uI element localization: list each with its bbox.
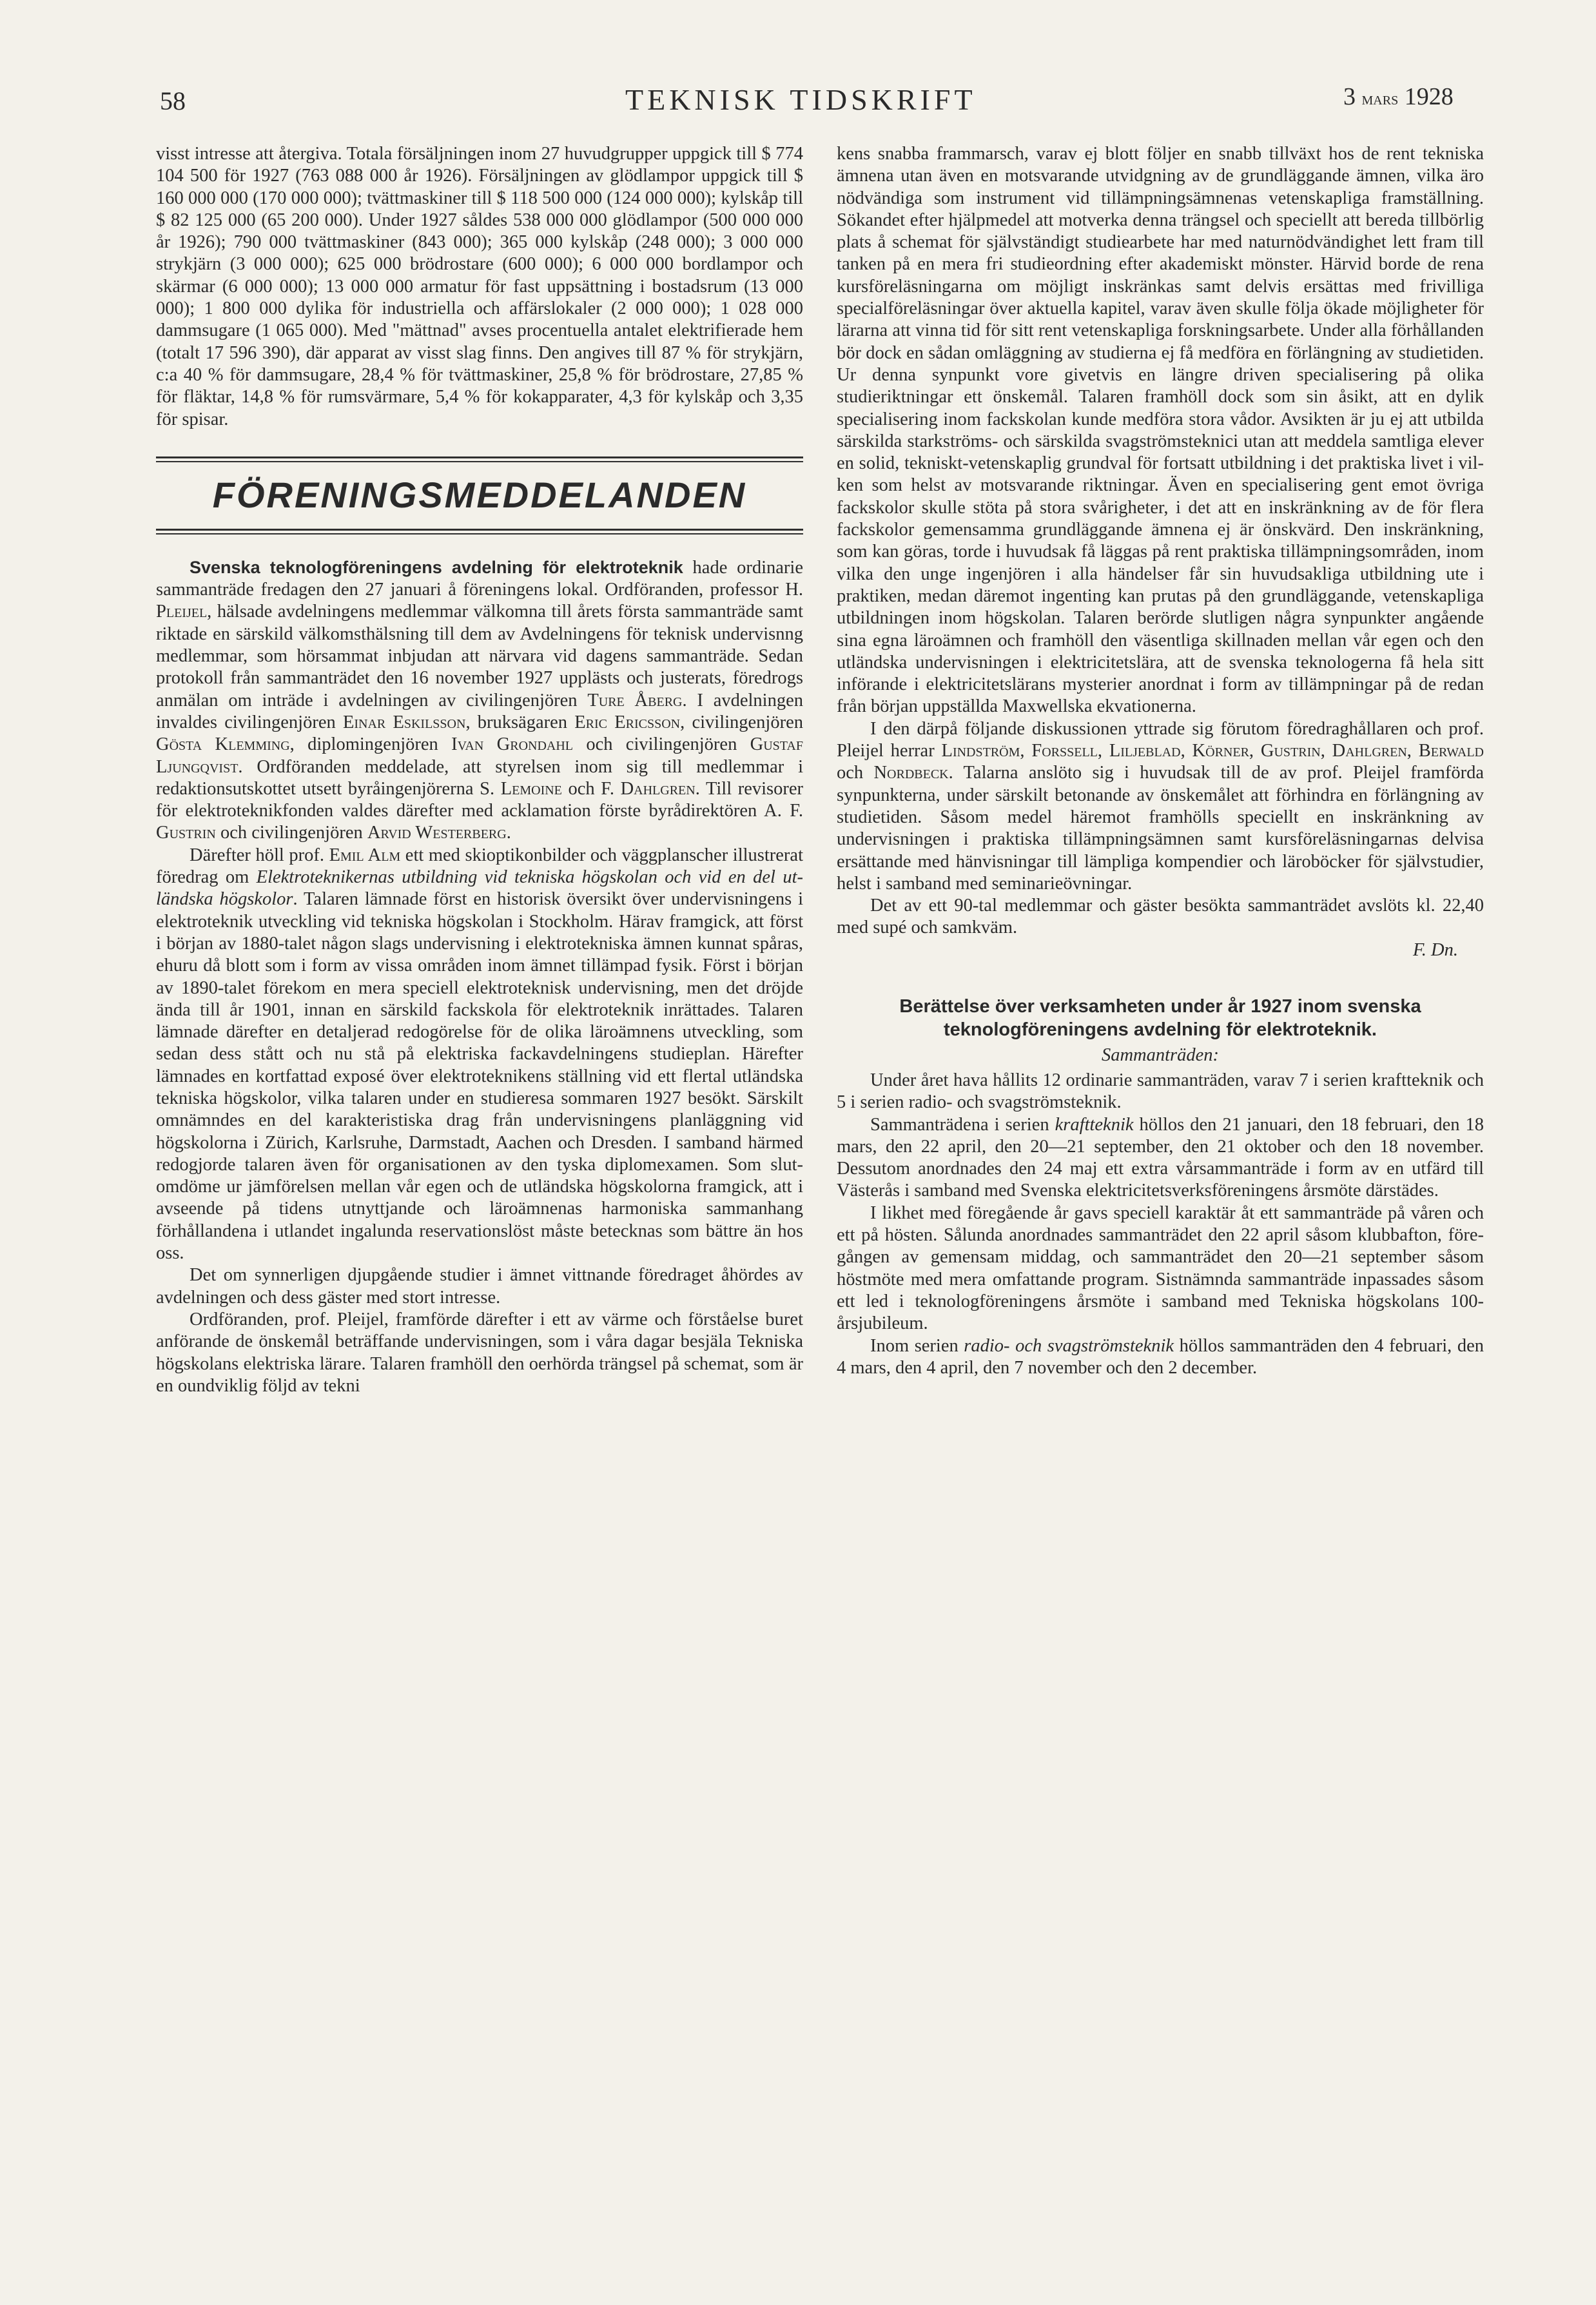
right-column <box>837 143 1484 1379</box>
person-name: Emil Alm <box>329 845 401 865</box>
journal-title: TEKNISK TIDSKRIFT <box>625 83 977 116</box>
report-subtitle: Sammanträden: <box>1101 1045 1220 1065</box>
paragraph: kens snabba frammarsch, varav ej blott följer en snabb tillväxt hos de rent tekniska ämnena utan även en motsvarande utvidgning av de grundläggande ämnen, vilka äro nödvändiga som instrument vid tillämpningsämnenas vetenskapliga framställning. Sökandet efter hjälpmedel att motverka denna trängsel och speciellt att bereda tillbörlig plats å schemat för självständigt studiearbete har med naturnödvändighet lett fram till tanken på en mera fri studieordning efter akademiskt mönster. Härvid borde de rena kursföreläsningarna om möjligt inskränkas samt delvis ersättas med frivilliga specialföreläsningar över aktuella kapitel, varav även skulle följa ökade möjligheter för lärarna att vinna tid för sitt rent vetenskapliga forskningsarbete. Under alla förhållanden bör dock en sådan omläggning av studierna ej få medföra en förlängning av studietiden. Ur denna synpunkt vore givetvis en längre driven specialisering på olika studieriktningar ett önskemål. Talaren framhöll dock som sin åsikt, att en dylik specialisering inom fackskolan kunde medföra stora vådor. Avsikten är ju ej att utbilda särskilda starkströms- och särskilda svagströmsteknici utan att meddela samtliga elever en solid, tekniskt-vetenskaplig grundval för fortsatt utbildning i det praktiska livet i vilken som helst av motsvarande riktningar. Även en specialisering gent emot övriga fackskolor skulle stöta på stora svårigheter, i det att en inskränkning av de för flera fackskolor gemensamma grundläggande ämnena ej är önskvärd. Den inskränkning, som kan göras, torde i huvudsak få läggas på rent praktiska tillämpningsområden, inom vilka den unge ingenjören i alla händelser får sin huvudsakliga utbildning ute i praktiken, medan däremot ingenting kan prutas på den grundläggande, vetenskapliga utbildningen inom högskolan. Talaren berörde slutligen några synpunkter angående sina egna läroämnen och framhöll den väsentliga skillnaden mellan vår egen och den utländska undervisningen i elektricitetslära, att de svenska teknologerna få hela sitt införande i elektricitetslärans mysterier anordnat i form av tillämpningar på de redan från början uppställda Maxwellska ekvationerna. <box>837 144 1484 717</box>
person-name: Nordbeck <box>873 763 949 783</box>
person-name: Lemoine <box>500 778 562 799</box>
paragraph: Det om synnerligen djupgående studier i ämnet vittnande föredraget åhördes av avdelningen och dess gäster med stort intresse. <box>156 1265 803 1308</box>
lecture-paragraph: Därefter höll prof. Emil Alm ett med skioptikonbilder och väggplanscher illustrerat föredrag om Elektroteknikernas utbildning vid tekniska högskolan och vid en del utländska högskolor. Talaren lämnade först en historisk översikt över undervisningens i elektroteknik utveckling vid tekniska högskolan i Stockholm. Härav framgick, att först i början av 1880-talet någon slags undervisning i elektrotekniska ämnen kunnat spåras, ehuru då blott som i form av vissa områden inom ämnet tillämpad fysik. Först i början av 1890-talet förekom en mera speciell elektroteknisk undervisning, men det dröjde ända till år 1901, innan en särskild fackskola för elektroteknik inrättades. Talaren lämnade därefter en detaljerad redogörelse för de olika läroämnens utveckling, som sedan dess stått och nu stå på elektriska fackavdelningens studieplan. Härefter lämnades en kortfattad exposé över elektroteknikens ställning vid ett flertal utländska tekniska högskolor, vilka talaren under en studieresa sommaren 1927 besökt. Särskilt omnämndes en del karakteristiska drag från undervisningens planläggning vid högskolorna i Zürich, Karlsruhe, Darmstadt, Aachen och Dresden. I samband härmed redogjorde talaren även för organisationen av den tyska diplomexamen. Som slutomdöme ur jämförelsen mellan vår egen och de utländska högskolorna framgick, att i avseende på tidens utnyttjande och läroämnenas harmoniska sammanhang förhållandena i utlandet ingalunda reservationslöst måste betecknas som bättre än hos oss. <box>156 845 803 1264</box>
person-name: Gustrin <box>156 823 216 843</box>
paragraph: Inom serien radio- och svagströmsteknik höllos sammanträden den 4 februari, den 4 mars, den 4 april, den 7 november och den 2 december. <box>837 1335 1484 1378</box>
issue-date <box>1343 83 1454 111</box>
banner-bottom-rule-thin <box>156 533 803 535</box>
person-name: Gustaf Ljungqvist <box>156 734 803 777</box>
date-day: 3 <box>1343 83 1362 110</box>
person-name: Einar Eskilsson <box>342 712 466 732</box>
report-title: Berättelse över verksamheten under år 1927 inom svenska teknologföreningens avdelning för elektroteknik. <box>899 996 1421 1040</box>
lecture-title: Elektroteknikernas utbildning vid tekniska högskolan och vid en del utländska högskolor <box>156 867 803 910</box>
banner-top-rule <box>156 456 803 458</box>
paragraph: Under året hava hållits 12 ordinarie sammanträden, varav 7 i serien kraftteknik och 5 i serien radio- och svagströmsteknik. <box>837 1070 1484 1113</box>
person-name: Pleijel <box>156 602 208 622</box>
person-name: Ture Åberg <box>587 690 683 711</box>
section-banner <box>156 456 803 535</box>
meeting-lead: Svenska teknologföreningens avdelning för elektroteknik <box>190 557 683 577</box>
date-year: 1928 <box>1398 83 1454 110</box>
paragraph: Ordföranden, prof. Pleijel, framförde därefter i ett av värme och förståelse buret anförande de önskemål beträffande undervisningen, som i våra dagar besjäla Tekniska högskolans elektriska lärare. Talaren framhöll den oerhörda trängsel på schemat, som är en oundviklig följd av tekni <box>156 1309 803 1396</box>
person-name: Ivan Grondahl <box>451 734 573 755</box>
page-number: 58 <box>160 86 186 115</box>
author-signature: F. Dn. <box>1413 939 1458 960</box>
banner-bottom-rule <box>156 529 803 531</box>
date-month: mars <box>1361 89 1399 109</box>
meeting-paragraph: Svenska teknologföreningens avdelning för elektroteknik hade ordinarie sammanträde fredagen den 27 januari å föreningens lokal. Ordföranden, professor H. Pleijel, hälsade avdelningens medlemmar välkomna till årets första sammanträde samt riktade en särskild välkomsthälsning till dem av Avdelningens för teknisk undervisnng medlemmar, som hörsammat inbjudan att närvara vid dagens sammanträde. Sedan protokoll från sammanträdet den 16 november 1927 upplästs och justerats, föredrogs anmälan om inträde i avdelningen av civilingenjören Ture Åberg. I avdelningen invaldes civilingenjören Einar Eskilsson, bruksägaren Eric Ericsson, civilingenjören Gösta Klemming, diplomingenjören Ivan Grondahl och civilingenjören Gustaf Ljungqvist. Ordföranden meddelade, att styrelsen inom sig till medlemmar i redaktionsutskottet utsett byråingenjörerna S. Lemoine och F. Dahlgren. Till revisorer för elektroteknikfonden valdes därefter med acklamation förste byrådirektören A. F. Gustrin och civilingenjören Arvid Westerberg. <box>156 557 804 843</box>
person-name: Gösta Klemming <box>156 734 290 755</box>
left-column <box>156 143 803 1397</box>
person-name: Arvid Westerberg <box>367 823 507 843</box>
paragraph: Sammanträdena i serien kraftteknik höllos den 21 januari, den 18 februari, den 18 mars, den 22 april, den 20—21 september, den 21 oktober och den 18 november. Dessutom anordnades den 24 maj ett extra vårsammanträde i form av en utfärd till Västerås i samband med Svenska elektricitetsverksföreningens årsmöte därstädes. <box>837 1114 1484 1201</box>
discussion-paragraph: I den därpå följande diskussionen yttrade sig förutom föredraghållaren och prof. Pleijel herrar Lindström, Forssell, Liljeblad, Körner, Gustrin, Dahlgren, Berwald och Nordbeck. Talarna anslöto sig i huvudsak till de av prof. Pleijel framförda synpunkterna, under särskilt betonande av önskemålet att förhindra en förlängning av studietiden. Såsom medel häremot framhölls speciellt en inskränkning av undervisningen i praktiska tillämpningsämnen samt kursföreläsningarnas delvisa ersättande med hänvisningar till lämpliga kompendier och läroböcker för självstudier, helst i samband med seminarieövningar. <box>837 718 1484 894</box>
person-names: Lindström, Forssell, Liljeblad, Körner, Gustrin, Dahlgren, Berwald <box>941 741 1484 761</box>
person-name: Eric Ericsson <box>574 712 681 732</box>
section-title: FÖRENINGSMEDDELANDEN <box>212 474 747 515</box>
intro-paragraph: visst intresse att återgiva. Totala försäljningen inom 27 huvudgrupper uppgick till $ 774 104 500 för 1927 (763 088 000 år 1926). Försäljningen av glödlampor uppgick till $ 160 000 000 (170 000 000); tvättmaskiner till $ 118 500 000 (124 000 000); kylskåp till $ 82 125 000 (65 200 000). Under 1927 såldes 538 000 000 glödlampor (500 000 000 år 1926); 790 000 tvättmaskiner (843 000); 365 000 kylskåp (248 000); 3 000 000 strykjärn (3 000 000); 625 000 brödrostare (600 000); 6 000 000 bordlampor och skärmar (6 000 000); 13 000 000 armatur för fast uppsättning i bostadsrum (13 000 000); 1 800 000 dylika för industriella och affärslokaler (2 000 000); 1 028 000 dammsugare (1 065 000). Med "mättnad" avses procentuella antalet elektrifierade hem (totalt 17 596 390), där apparat av visst slag finns. Den angives till 87 % för strykjärn, c:a 40 % för dammsugare, 28,4 % för tvättmaskiner, 25,8 % för brödrostare, 27,85 % för fläktar, 14,8 % för rumsvärmare, 5,4 % för kokapparater, 4,3 för kylskåp och 3,35 för spisar. <box>156 144 803 429</box>
person-name: Dahlgren <box>620 778 696 799</box>
paragraph: Det av ett 90-tal medlemmar och gäster besökta sammanträdet avslöts kl. 22,40 med supé och samkväm. <box>837 896 1484 938</box>
paragraph: I likhet med föregående år gavs speciell karaktär åt ett sammanträde på våren och ett på hösten. Sålunda anordnades sammanträdet den 22 april såsom klubbafton, föregången av gemensam middag, och sammanträdet den 20—21 september såsom höstmöte med mera omfattande program. Sistnämnda sammanträde inpassades såsom ett led i teknologföreningens årsmöte i samband med Tekniska högskolans 100-årsjubileum. <box>837 1202 1484 1334</box>
